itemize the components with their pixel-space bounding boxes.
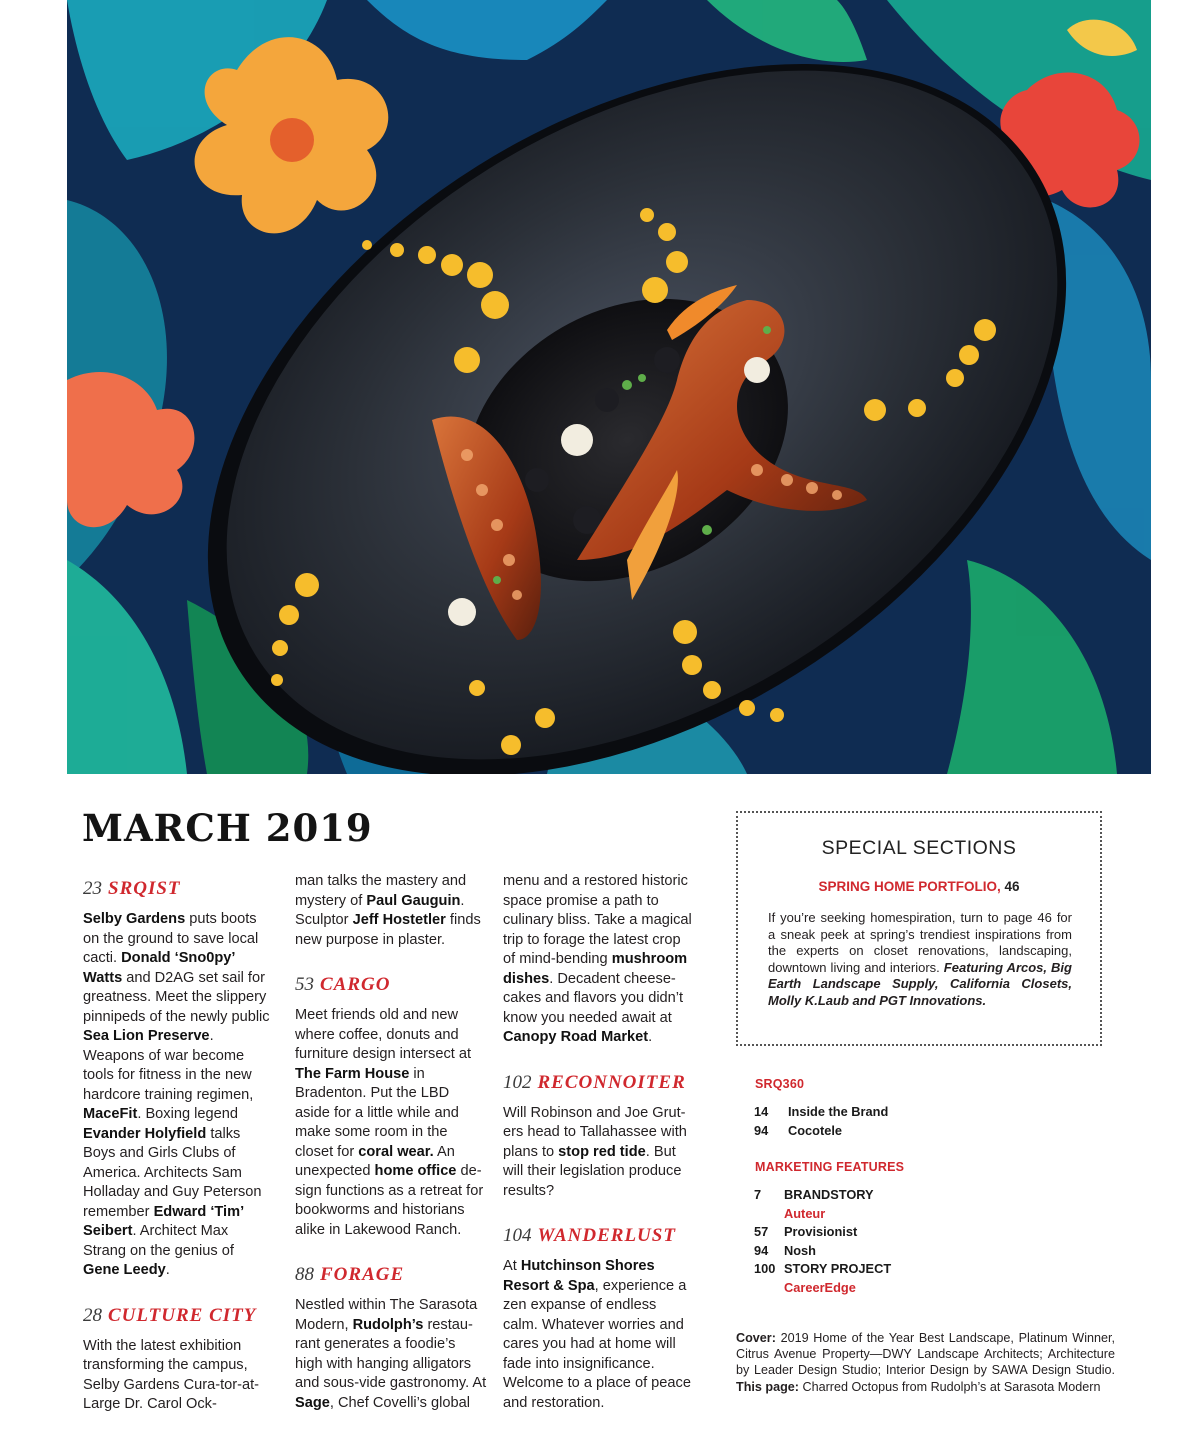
text-run: At bbox=[503, 1258, 521, 1274]
this-page-credit-label: This page: bbox=[736, 1379, 799, 1394]
text-run: . Sculptor bbox=[295, 892, 465, 928]
hero-photo bbox=[67, 0, 1151, 774]
list-item-label: Inside the Brand bbox=[788, 1104, 889, 1119]
section-description bbox=[83, 1337, 273, 1415]
text-run: . Decadent cheese-cakes and flavors you didn’t know you needed await at bbox=[503, 970, 684, 1026]
text-run: restau-rant generates a foodie’s high with hanging alligators and sous-vide gastronomy. At bbox=[295, 1316, 487, 1391]
list-item[interactable] bbox=[754, 1186, 891, 1205]
portfolio-page-number: 46 bbox=[1004, 879, 1020, 894]
section-description bbox=[503, 1257, 695, 1413]
text-run: Meet friends old and new where coffee, donuts and furniture design intersect at bbox=[295, 1007, 472, 1062]
highlighted-name: coral wear. bbox=[358, 1143, 434, 1160]
section-heading-reconnoiter[interactable] bbox=[503, 1072, 695, 1094]
text-run: de-sign functions as a retreat for bookworms and historians alike in Lakewood Ranch. bbox=[295, 1163, 484, 1238]
list-item-page-number: 100 bbox=[754, 1261, 776, 1277]
section-description bbox=[83, 910, 273, 1281]
text-run: . Architect Max Strang on the genius of bbox=[83, 1223, 234, 1259]
this-page-credit-text: Charred Octopus from Rudolph’s at Sarasota Modern bbox=[802, 1379, 1101, 1394]
section-description-continued bbox=[295, 872, 487, 950]
text-run: . Weapons of war become tools for fitness in the new hardcore training regimen, bbox=[83, 1028, 254, 1103]
list-item[interactable] bbox=[754, 1242, 891, 1261]
list-item-page-number: 94 bbox=[754, 1242, 769, 1258]
highlighted-name: Canopy Road Market bbox=[503, 1029, 649, 1045]
spring-home-portfolio-link[interactable] bbox=[738, 879, 1100, 894]
highlighted-name: home office bbox=[374, 1163, 457, 1179]
section-page-number: 104 bbox=[503, 1225, 532, 1246]
list-item-label: Cocotele bbox=[788, 1122, 843, 1138]
marketing-features-heading: MARKETING FEATURES bbox=[755, 1160, 905, 1174]
list-item[interactable] bbox=[754, 1103, 888, 1122]
highlighted-name: Evander Holyfield bbox=[83, 1125, 207, 1142]
contents-column-1 bbox=[83, 872, 273, 1415]
highlighted-name: Sage bbox=[295, 1394, 330, 1411]
section-name: CARGO bbox=[320, 974, 391, 995]
section-description bbox=[503, 1104, 695, 1202]
section-page-number: 28 bbox=[83, 1304, 102, 1326]
highlighted-name: Donald ‘Sno0py’ Watts bbox=[83, 950, 235, 986]
section-name: RECONNOITER bbox=[537, 1071, 686, 1093]
section-name: CULTURE CITY bbox=[108, 1304, 257, 1326]
highlighted-name: Hutchinson Shores Resort & Spa bbox=[503, 1258, 655, 1294]
highlighted-name: stop red tide bbox=[558, 1143, 646, 1160]
section-name: FORAGE bbox=[320, 1264, 405, 1285]
list-item-page-number: 94 bbox=[754, 1122, 769, 1138]
list-item[interactable] bbox=[754, 1122, 888, 1141]
section-heading-forage[interactable] bbox=[295, 1264, 487, 1286]
text-run: and D2AG set sail for greatness. Meet the slippery pinnipeds of the newly public bbox=[83, 969, 270, 1025]
text-run: . Boxing legend bbox=[137, 1106, 238, 1122]
marketing-features-list bbox=[754, 1186, 891, 1298]
charred-octopus-illustration bbox=[67, 0, 1151, 774]
text-run: in Bradenton. Put the LBD aside for a little while and make some room in the closet for bbox=[295, 1065, 459, 1160]
highlighted-name: Paul Gauguin bbox=[366, 892, 461, 909]
section-page-number: 53 bbox=[295, 974, 314, 995]
highlighted-name: The Farm House bbox=[295, 1065, 410, 1082]
text-run: , experience a zen expanse of endless calm. Whatever worries and cares you had at home will fade into insignificance. Welcome to a place of peace and restoration. bbox=[503, 1277, 691, 1411]
list-item-page-number: 14 bbox=[754, 1104, 769, 1119]
list-item-sponsor-name: Auteur bbox=[784, 1205, 826, 1221]
text-run: puts boots on the ground to save local cacti. bbox=[83, 911, 259, 966]
issue-title: MARCH 2019 bbox=[82, 806, 373, 850]
text-run: Will Robinson and Joe Grut-ers head to Tallahassee with plans to bbox=[503, 1104, 687, 1160]
special-sections-box bbox=[736, 811, 1102, 1046]
section-name: WANDERLUST bbox=[537, 1225, 676, 1246]
highlighted-name: Edward ‘Tim’ Seibert bbox=[83, 1203, 244, 1239]
srq360-heading: SRQ360 bbox=[755, 1077, 805, 1091]
text-run: . bbox=[648, 1029, 653, 1045]
section-description bbox=[295, 1006, 487, 1240]
photo-credits bbox=[736, 1330, 1115, 1395]
text-run: . But will their legislation produce results? bbox=[503, 1143, 682, 1199]
list-item-page-number: 7 bbox=[754, 1187, 762, 1202]
text-run: talks Boys and Girls Clubs of America. Architects Sam Holladay and Guy Peterson remember bbox=[83, 1125, 262, 1220]
highlighted-name: mushroom dishes bbox=[503, 951, 688, 987]
text-run: . bbox=[165, 1262, 170, 1278]
list-item-sponsor bbox=[754, 1279, 891, 1298]
highlighted-name: Gene Leedy bbox=[83, 1262, 166, 1278]
text-run: finds new purpose in plaster. bbox=[295, 912, 481, 948]
section-page-number: 88 bbox=[295, 1264, 314, 1285]
list-item-page-number: 57 bbox=[754, 1224, 769, 1240]
text-run: Nestled within The Sarasota Modern, bbox=[295, 1297, 478, 1333]
cover-credit-text: 2019 Home of the Year Best Landscape, Platinum Winner, Citrus Avenue Property—DWY Landscape Architects; Architecture by Leader Design Studio; Interior Design by SAWA Design Studio. bbox=[736, 1331, 1116, 1378]
portfolio-featuring: Featuring Arcos, Big Earth Landscape Supply, California Closets, Molly K.Laub and PGT Innovations. bbox=[768, 959, 1072, 1008]
portfolio-title: SPRING HOME PORTFOLIO, bbox=[818, 879, 1001, 894]
cover-credit-label: Cover: bbox=[736, 1331, 776, 1345]
list-item-sponsor bbox=[754, 1205, 891, 1224]
section-heading-cargo[interactable] bbox=[295, 974, 487, 996]
text-run: menu and a restored historic space promise a path to culinary bliss. Take a magical trip to forage the latest crop of mind-bending bbox=[503, 873, 692, 967]
section-description bbox=[295, 1296, 487, 1413]
section-name: SRQIST bbox=[108, 878, 181, 899]
highlighted-name: Sea Lion Preserve bbox=[83, 1028, 210, 1044]
section-heading-srqist[interactable] bbox=[83, 878, 273, 900]
list-item-sponsor-name: CareerEdge bbox=[784, 1279, 856, 1295]
text-run: An unexpected bbox=[295, 1143, 455, 1179]
highlighted-name: Selby Gardens bbox=[83, 911, 186, 927]
contents-column-3 bbox=[503, 872, 695, 1413]
srq360-list bbox=[754, 1103, 888, 1140]
contents-column-2 bbox=[295, 872, 487, 1413]
special-sections-title: SPECIAL SECTIONS bbox=[821, 837, 1017, 859]
list-item-label: STORY PROJECT bbox=[784, 1261, 892, 1277]
list-item-label: BRANDSTORY bbox=[784, 1187, 874, 1202]
highlighted-name: Jeff Hostetler bbox=[352, 912, 446, 928]
text-run: , Chef Covelli’s global bbox=[329, 1394, 470, 1411]
list-item[interactable] bbox=[754, 1260, 891, 1279]
list-item[interactable] bbox=[754, 1223, 891, 1242]
list-item-label: Provisionist bbox=[784, 1224, 858, 1240]
section-description-continued bbox=[503, 872, 695, 1048]
text-run: man talks the mastery and mystery of bbox=[295, 873, 467, 909]
section-page-number: 102 bbox=[503, 1071, 532, 1093]
highlighted-name: Rudolph’s bbox=[352, 1316, 424, 1333]
section-heading-culture-city[interactable] bbox=[83, 1305, 273, 1327]
section-heading-wanderlust[interactable] bbox=[503, 1225, 695, 1247]
highlighted-name: MaceFit bbox=[83, 1106, 138, 1122]
list-item-indent bbox=[754, 1205, 784, 1224]
text-run: With the latest exhibition transforming the campus, Selby Gardens Cura-tor-at-Large Dr. Carol Ock- bbox=[83, 1337, 260, 1412]
portfolio-blurb: If you’re seeking homespiration, turn to page 46 for a sneak peek at spring’s trendiest inspirations from the experts on closet renovations, landscaping, downtown living and interiors. bbox=[768, 910, 1072, 975]
section-page-number: 23 bbox=[83, 878, 102, 899]
list-item-label: Nosh bbox=[784, 1242, 816, 1258]
special-sections-description bbox=[768, 910, 1072, 1009]
list-item-indent bbox=[754, 1279, 784, 1298]
